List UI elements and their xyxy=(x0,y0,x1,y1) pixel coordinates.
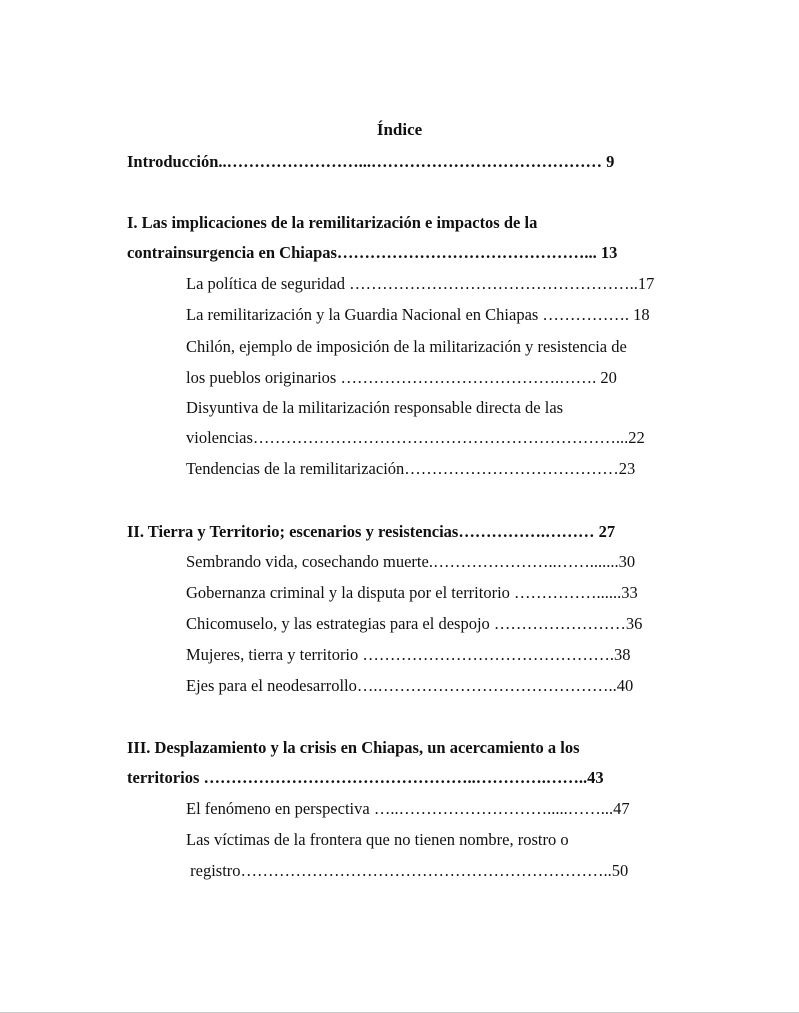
toc-section-1-line-1: I. Las implicaciones de la remilitarización e impactos de la xyxy=(127,213,538,232)
toc-section-3-line-2: territorios …………………………………………..………….……..43 xyxy=(127,768,604,787)
toc-section-1-line-2: contrainsurgencia en Chiapas………………………………………... 13 xyxy=(127,243,618,262)
toc-entry-guardia-nacional: La remilitarización y la Guardia Nacional en Chiapas ……………. 18 xyxy=(186,305,650,324)
toc-section-2: II. Tierra y Territorio; escenarios y resistencias…………….……… 27 xyxy=(127,522,616,541)
toc-entry-disyuntiva-line-2: violencias…………………………………………………………...22 xyxy=(186,428,645,447)
toc-entry-ejes: Ejes para el neodesarrollo….……………………………………..40 xyxy=(186,676,634,695)
toc-entry-chilon-line-2: los pueblos originarios ………………………………….……. 20 xyxy=(186,368,617,387)
toc-entry-tendencias: Tendencias de la remilitarización…………………………………23 xyxy=(186,459,636,478)
toc-entry-victimas-line-2: registro…………………………………………………………..50 xyxy=(186,861,629,880)
toc-entry-introduccion: Introducción..……………………...…………………………………… 9 xyxy=(127,152,615,171)
toc-entry-victimas-line-1: Las víctimas de la frontera que no tienen nombre, rostro o xyxy=(186,830,569,849)
toc-entry-disyuntiva-line-1: Disyuntiva de la militarización responsable directa de las xyxy=(186,398,564,417)
toc-section-3-line-1: III. Desplazamiento y la crisis en Chiapas, un acercamiento a los xyxy=(127,738,580,757)
toc-entry-sembrando-vida: Sembrando vida, cosechando muerte.…………………..…….......30 xyxy=(186,552,636,571)
toc-entry-chicomuselo: Chicomuselo, y las estrategias para el despojo ……………………36 xyxy=(186,614,643,633)
toc-entry-politica-seguridad: La política de seguridad ……………………………………………..17 xyxy=(186,274,655,293)
toc-entry-chilon-line-1: Chilón, ejemplo de imposición de la militarización y resistencia de xyxy=(186,337,627,356)
toc-entry-mujeres: Mujeres, tierra y territorio ……………………………………….38 xyxy=(186,645,631,664)
toc-entry-gobernanza: Gobernanza criminal y la disputa por el territorio ……………......33 xyxy=(186,583,638,602)
toc-entry-fenomeno: El fenómeno en perspectiva …..……………………….....……...47 xyxy=(186,799,630,818)
page-title: Índice xyxy=(376,120,423,139)
